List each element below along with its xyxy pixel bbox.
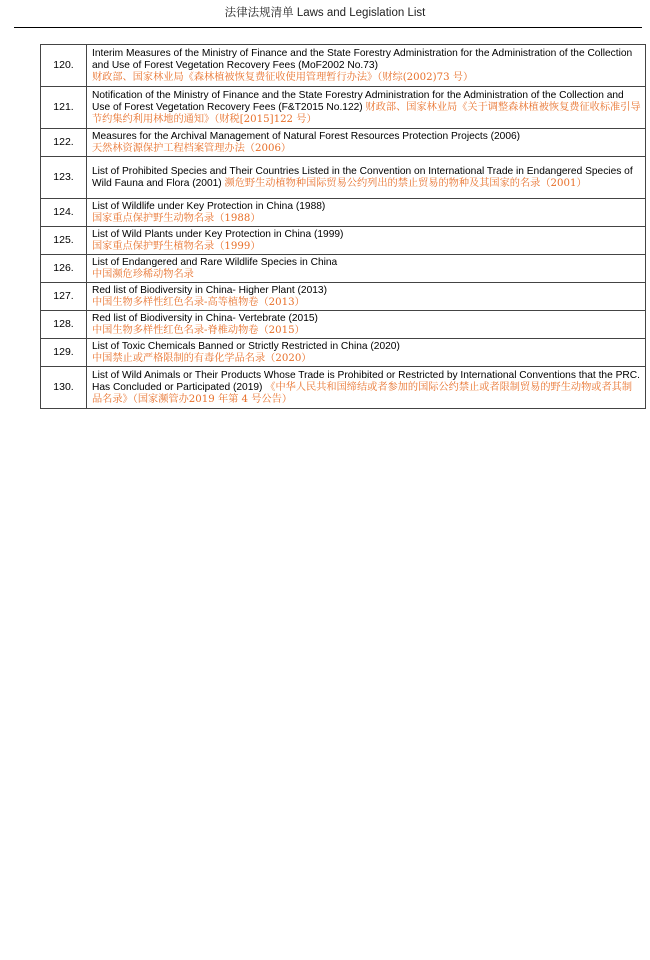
law-title-en: Red list of Biodiversity in China- Higher Plant (2013) <box>92 284 327 296</box>
law-title-en: List of Wild Plants under Key Protection in China (1999) <box>92 228 344 240</box>
table-row <box>41 199 646 227</box>
table-row <box>41 255 646 283</box>
table-row <box>41 87 646 129</box>
law-entry <box>87 311 646 339</box>
table-row <box>41 283 646 311</box>
law-entry <box>87 255 646 283</box>
row-number: 124. <box>41 199 87 227</box>
law-title-en: List of Toxic Chemicals Banned or Strictly Restricted in China (2020) <box>92 340 400 352</box>
table-row <box>41 367 646 409</box>
law-entry <box>87 129 646 157</box>
law-entry <box>87 199 646 227</box>
row-number: 129. <box>41 339 87 367</box>
law-title-cn: 国家重点保护野生动物名录（1988） <box>92 213 261 224</box>
table-row <box>41 311 646 339</box>
law-entry <box>87 45 646 87</box>
law-entry <box>87 87 646 129</box>
table-row <box>41 339 646 367</box>
row-number: 130. <box>41 367 87 409</box>
row-number: 122. <box>41 129 87 157</box>
law-title-en: List of Wildlife under Key Protection in China (1988) <box>92 200 326 212</box>
table-row <box>41 45 646 87</box>
law-title-en: Interim Measures of the Ministry of Finance and the State Forestry Administration for the Administration of the Collection and Use of Forest Vegetation Recovery Fees (MoF2002 No.73) <box>92 47 633 71</box>
law-entry <box>87 367 646 409</box>
law-entry <box>87 283 646 311</box>
law-title-en: List of Wild Animals or Their Products Whose Trade is Prohibited or Restricted by International Conventions that the PRC. Has Concluded or Participated (2019) <box>92 369 640 393</box>
law-title-en: List of Endangered and Rare Wildlife Species in China <box>92 256 338 268</box>
law-title-cn: 《中华人民共和国缔结或者参加的国际公约禁止或者限制贸易的野生动物或者其制品名录》（国家濒管办2019 年第 4 号公告） <box>92 381 633 406</box>
row-number: 123. <box>41 157 87 199</box>
row-number: 127. <box>41 283 87 311</box>
law-title-cn: 天然林资源保护工程档案管理办法（2006） <box>92 143 292 154</box>
page-header: 法律法规清单 Laws and Legislation List <box>224 7 426 19</box>
table-row <box>41 129 646 157</box>
law-title-cn: 财政部、国家林业局《关于调整森林植被恢复费征收标准引导节约集约利用林地的通知》（财税[2015]122 号） <box>92 101 641 126</box>
law-title-cn: 中国生物多样性红色名录-高等植物卷（2013） <box>92 297 305 308</box>
law-title-cn: 中国禁止或严格限制的有毒化学品名录（2020） <box>92 353 312 364</box>
law-title-en: Notification of the Ministry of Finance and the State Forestry Administration for the Administration of the Collection and Use of Forest Vegetation Recovery Fees (F&T2015 No.122) <box>92 89 624 113</box>
row-number: 120. <box>41 45 87 87</box>
row-number: 128. <box>41 311 87 339</box>
law-title-cn: 中国濒危珍稀动物名录 <box>92 269 194 280</box>
legislation-table <box>40 44 646 409</box>
header-rule <box>14 27 642 28</box>
table-row <box>41 227 646 255</box>
table-row <box>41 157 646 199</box>
law-entry <box>87 227 646 255</box>
law-title-en: Red list of Biodiversity in China- Vertebrate (2015) <box>92 312 318 324</box>
row-number: 126. <box>41 255 87 283</box>
row-number: 125. <box>41 227 87 255</box>
law-entry <box>87 339 646 367</box>
law-title-en: Measures for the Archival Management of Natural Forest Resources Protection Projects (2006) <box>92 130 521 142</box>
law-entry <box>87 157 646 199</box>
law-title-cn: 中国生物多样性红色名录-脊椎动物卷（2015） <box>92 325 305 336</box>
law-title-en: List of Prohibited Species and Their Countries Listed in the Convention on International Trade in Endangered Species of Wild Fauna and Flora (2001) <box>92 165 633 189</box>
law-title-cn: 国家重点保护野生植物名录（1999） <box>92 241 261 252</box>
law-title-cn: 濒危野生动植物种国际贸易公约列出的禁止贸易的物种及其国家的名录（2001） <box>224 178 587 189</box>
row-number: 121. <box>41 87 87 129</box>
law-title-cn: 财政部、国家林业局《森林植被恢复费征收使用管理暂行办法》（财综(2002)73 号） <box>92 72 474 84</box>
